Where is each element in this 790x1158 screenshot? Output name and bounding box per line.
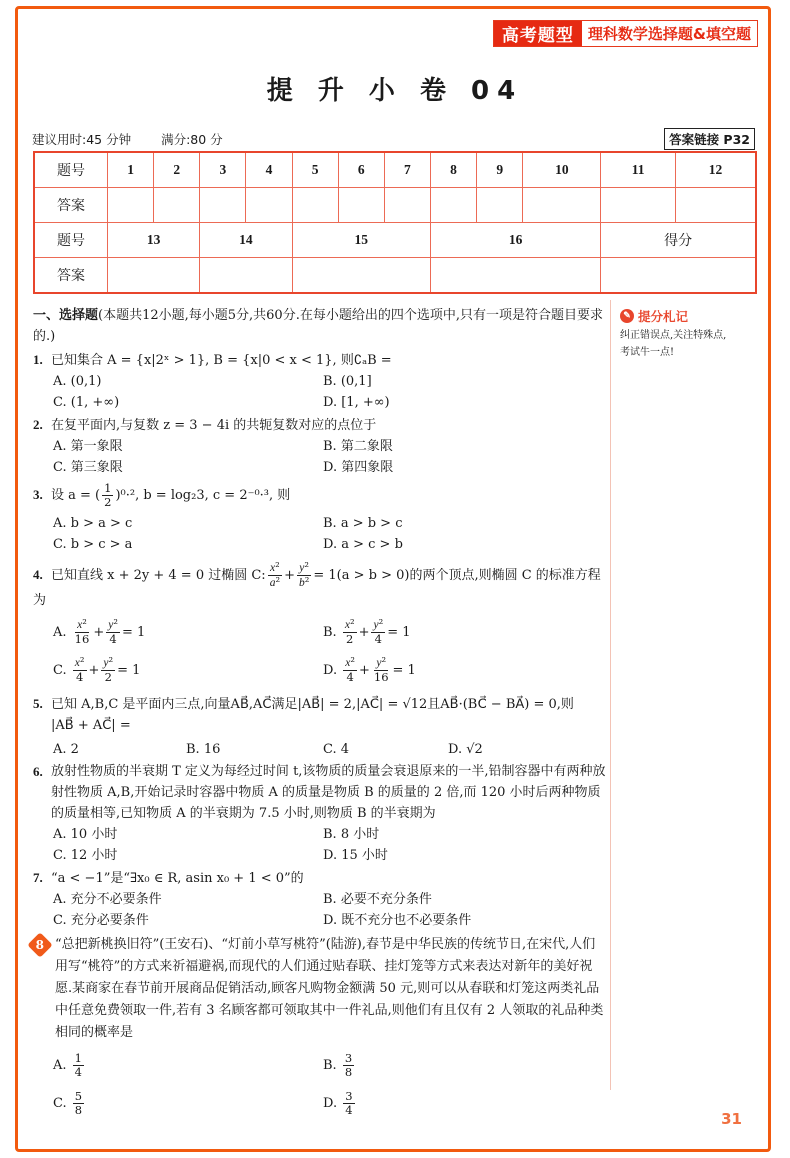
option-d[interactable]: D. $\frac{3}{4}$ bbox=[323, 1088, 353, 1117]
sidebar-title: 提分札记 bbox=[638, 309, 689, 324]
answer-cell[interactable] bbox=[108, 188, 154, 223]
option-a[interactable]: A. 2 bbox=[53, 742, 79, 757]
score-cell[interactable] bbox=[601, 258, 756, 294]
option-c[interactable]: C. 充分必要条件 bbox=[53, 913, 149, 928]
answer-cell[interactable] bbox=[384, 188, 430, 223]
question-4: 4. 已知直线 x + 2y + 4 = 0 过椭圆 C: $\frac{\text{x²}}{\text{a²}}$ + $\frac{\text{y²}}{\text{b²}}$ = 1(a > b > 0)的两个顶点,则椭圆 C 的标准方程为 A. $\frac{\text{x²}}{16}$ + $\frac{\text{y²}}{4}$ = 1 B. $\frac{\text{x²}}{2}$ + $\frac{\text{y²}}{4}$ = 1 C. $\frac{\text{x²}}{4}$ + $\frac{\text{y²}}{2}$ = 1 D. $\frac{\text{x²}}{4}$ + $\frac{\text{y²}}{16}$ = 1 bbox=[33, 561, 608, 689]
answer-cell[interactable] bbox=[246, 188, 292, 223]
question-number-cell: 7 bbox=[384, 152, 430, 188]
row-label: 题号 bbox=[34, 223, 108, 258]
row-label: 答案 bbox=[34, 188, 108, 223]
question-8: 8 “总把新桃换旧符”(王安石)、“灯前小草写桃符”(陆游),春节是中华民族的传统节日,在宋代,人们用写“桃符”的方式来祈福避祸,而现代的人们通过贴春联、挂灯笼等方式来表达对新年的美好祝愿.某商家在春节前开展商品促销活动,顾客凡购物金额满 50 元,则可以从春联和灯笼这两类礼品中任意免费领取一件,若有 3 名顾客都可领取其中一件礼品,则他们有且仅有 2 人领取的礼品种类相同的概率是 bbox=[33, 934, 608, 1044]
option-d[interactable]: D. $\frac{\text{x²}}{4}$ + $\frac{\text{y²}}{16}$ = 1 bbox=[323, 655, 416, 684]
badge-category: 高考题型 bbox=[494, 21, 582, 46]
answer-cell[interactable] bbox=[675, 188, 756, 223]
option-d[interactable]: D. 第四象限 bbox=[323, 460, 394, 475]
option-b[interactable]: B. $\frac{\text{x²}}{2}$ + $\frac{\text{y²}}{4}$ = 1 bbox=[323, 617, 411, 646]
fraction: $\frac{1}{2}$ bbox=[104, 481, 112, 509]
sidebar-notes bbox=[620, 307, 760, 361]
option-c[interactable]: C. $\frac{5}{8}$ bbox=[53, 1088, 83, 1117]
answer-sheet-table bbox=[33, 151, 757, 294]
question-number-cell: 11 bbox=[601, 152, 676, 188]
row-label: 题号 bbox=[34, 152, 108, 188]
score-label-cell: 得分 bbox=[601, 223, 756, 258]
table-row bbox=[34, 188, 756, 223]
question-3: 3. 设 a = ( $\frac{1}{2}$ )⁰·², b = log₂3, c = 2⁻⁰·³, 则 A. b > a > c B. a > b > c C. b > c > a D. a > c > b bbox=[33, 482, 608, 555]
table-row bbox=[34, 152, 756, 188]
question-number-cell: 8 bbox=[430, 152, 476, 188]
page-number: 31 bbox=[721, 1110, 742, 1128]
question-6: 6. 放射性物质的半衰期 T 定义为每经过时间 t,该物质的质量会衰退原来的一半,铅制容器中有两种放射性物质 A,B,开始记录时容器中物质 A 的质量是物质 B 的质量的 2 倍,而 120 小时后两种物质的质量相等,已知物质 A 的半衰期为 7.5 小时,则物质 B 的半衰期为 bbox=[33, 764, 606, 821]
full-score: 满分:80 分 bbox=[161, 132, 223, 147]
option-d[interactable]: D. √2 bbox=[448, 742, 483, 757]
option-a[interactable]: A. 第一象限 bbox=[53, 439, 123, 454]
section-heading: 一、选择题(本题共12小题,每小题5分,共60分.在每小题给出的四个选项中,只有一项是符合题目要求的.) bbox=[33, 308, 603, 344]
answer-cell[interactable] bbox=[292, 188, 338, 223]
table-row bbox=[34, 223, 756, 258]
option-a[interactable]: A. 10 小时 bbox=[53, 827, 118, 842]
question-number-cell: 2 bbox=[154, 152, 200, 188]
option-b[interactable]: B. $\frac{3}{8}$ bbox=[323, 1050, 353, 1079]
answer-cell[interactable] bbox=[200, 188, 246, 223]
question-number-cell: 1 bbox=[108, 152, 154, 188]
option-c[interactable]: C. (1, +∞) bbox=[53, 395, 120, 410]
answer-cell[interactable] bbox=[154, 188, 200, 223]
option-c[interactable]: C. 第三象限 bbox=[53, 460, 123, 475]
meta-row bbox=[32, 128, 755, 150]
question-1: 1. 已知集合 A = {x|2ˣ > 1}, B = {x|0 < x < 1}, 则∁ₐB = A. (0,1) B. (0,1] C. (1, +∞) D. [1, +∞) bbox=[33, 349, 608, 413]
question-number-cell: 4 bbox=[246, 152, 292, 188]
badge-subject: 理科数学选择题&填空题 bbox=[582, 21, 757, 46]
answer-cell[interactable] bbox=[292, 258, 430, 294]
header-badge bbox=[493, 20, 758, 47]
question-number-cell: 12 bbox=[675, 152, 756, 188]
answer-link: 答案链接 P32 bbox=[664, 128, 755, 150]
question-7: 7. “a < −1”是“∃x₀ ∈ R, asin x₀ + 1 < 0”的 A. 充分不必要条件 B. 必要不充分条件 C. 充分必要条件 D. 既不充分也不必要条件 bbox=[33, 867, 608, 931]
answer-cell[interactable] bbox=[338, 188, 384, 223]
page-title: 提 升 小 卷 04 bbox=[266, 76, 524, 106]
option-d[interactable]: D. 15 小时 bbox=[323, 848, 388, 863]
option-a[interactable]: A. b > a > c bbox=[53, 516, 133, 531]
option-b[interactable]: B. a > b > c bbox=[323, 516, 403, 531]
row-label: 答案 bbox=[34, 258, 108, 294]
option-a[interactable]: A. 充分不必要条件 bbox=[53, 892, 162, 907]
option-a[interactable]: A. $\frac{\text{x²}}{16}$ + $\frac{\text{y²}}{4}$ = 1 bbox=[53, 617, 146, 646]
option-c[interactable]: C. 4 bbox=[323, 742, 350, 757]
answer-cell[interactable] bbox=[430, 258, 600, 294]
sidebar-divider bbox=[610, 300, 611, 1090]
option-a[interactable]: A. $\frac{1}{4}$ bbox=[53, 1050, 82, 1079]
sidebar-text: 纠正错误点,关注特殊点, 考试牛一点! bbox=[620, 330, 727, 358]
option-b[interactable]: B. 第二象限 bbox=[323, 439, 393, 454]
question-number-cell: 15 bbox=[292, 223, 430, 258]
option-c[interactable]: C. $\frac{\text{x²}}{4}$ + $\frac{\text{y²}}{2}$ = 1 bbox=[53, 655, 141, 684]
question-number-cell: 13 bbox=[108, 223, 200, 258]
question-number-cell: 16 bbox=[430, 223, 600, 258]
answer-cell[interactable] bbox=[601, 188, 676, 223]
option-a[interactable]: A. (0,1) bbox=[53, 374, 102, 389]
answer-cell[interactable] bbox=[200, 258, 292, 294]
questions-area bbox=[33, 305, 608, 1122]
question-2: 2. 在复平面内,与复数 z = 3 − 4i 的共轭复数对应的点位于 A. 第一象限 B. 第二象限 C. 第三象限 D. 第四象限 bbox=[33, 414, 608, 478]
pencil-icon: ✎ bbox=[620, 309, 634, 323]
answer-cell[interactable] bbox=[430, 188, 476, 223]
option-d[interactable]: D. [1, +∞) bbox=[323, 395, 390, 410]
option-c[interactable]: C. b > c > a bbox=[53, 537, 133, 552]
option-d[interactable]: D. a > c > b bbox=[323, 537, 403, 552]
question-5: 5. 已知 A,B,C 是平面内三点,向量AB⃗,AC⃗满足|AB⃗| = 2,|AC⃗| = √12且AB⃗·(BC⃗ − BA⃗) = 0,则 |AB⃗ + AC⃗| = A. 2 B. 16 C. 4 D. √2 bbox=[33, 693, 608, 760]
answer-cell[interactable] bbox=[523, 188, 601, 223]
question-number-cell: 10 bbox=[523, 152, 601, 188]
question-number-cell: 3 bbox=[200, 152, 246, 188]
answer-cell[interactable] bbox=[108, 258, 200, 294]
table-row bbox=[34, 258, 756, 294]
suggested-time: 建议用时:45 分钟 bbox=[32, 132, 132, 147]
option-b[interactable]: B. 8 小时 bbox=[323, 827, 380, 842]
question-number-cell: 5 bbox=[292, 152, 338, 188]
answer-cell[interactable] bbox=[477, 188, 523, 223]
question-number-cell: 9 bbox=[477, 152, 523, 188]
option-b[interactable]: B. (0,1] bbox=[323, 374, 372, 389]
question-number-cell: 6 bbox=[338, 152, 384, 188]
option-d[interactable]: D. 既不充分也不必要条件 bbox=[323, 913, 472, 928]
question-8-badge: 8 bbox=[27, 932, 52, 957]
option-b[interactable]: B. 必要不充分条件 bbox=[323, 892, 432, 907]
option-b[interactable]: B. 16 bbox=[186, 742, 221, 757]
option-c[interactable]: C. 12 小时 bbox=[53, 848, 118, 863]
question-number-cell: 14 bbox=[200, 223, 292, 258]
